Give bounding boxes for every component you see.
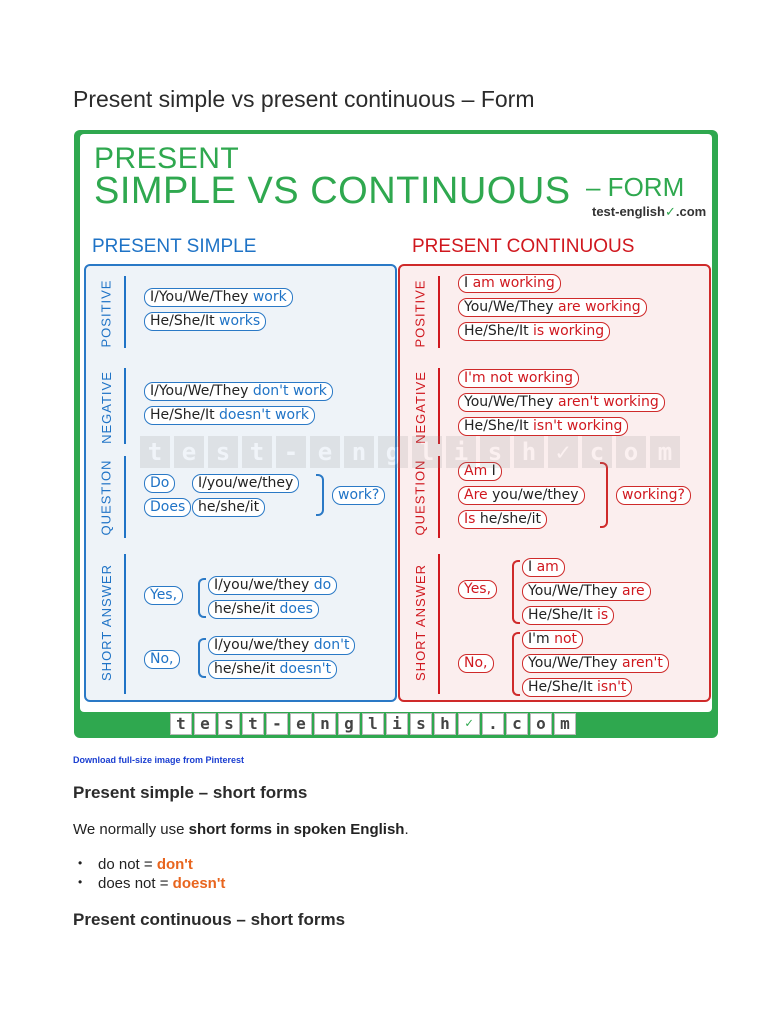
simple-positive-row: [144, 312, 266, 331]
watermark-letter: n: [344, 436, 374, 468]
simple-question-verb: work?: [332, 486, 385, 505]
subject: he/she/it: [479, 511, 541, 527]
footer-letter: -: [266, 713, 288, 735]
present-simple-panel: [84, 264, 397, 702]
aux: Is: [464, 511, 476, 527]
aux: You/We/They: [528, 583, 618, 599]
continuous-positive-label-text: POSITIVE: [412, 279, 428, 347]
simple-question-subject: I/you/we/they: [192, 474, 299, 493]
simple-positive-label: [86, 268, 126, 358]
list-item: [98, 875, 225, 894]
verb: am: [536, 559, 559, 575]
present-simple-title: PRESENT SIMPLE: [92, 236, 257, 257]
subject: he/she/it: [214, 661, 276, 677]
subject: He/She/It: [464, 418, 529, 434]
footer-letter: e: [290, 713, 312, 735]
footer-letter: l: [362, 713, 384, 735]
verb: isn't working: [533, 418, 623, 434]
verb: don't: [313, 637, 350, 653]
watermark-letter: t: [242, 436, 272, 468]
subject: I: [491, 463, 496, 479]
watermark-letter: g: [378, 436, 408, 468]
subject: He/She/It: [464, 323, 529, 339]
infographic-header-form: – FORM: [586, 172, 685, 202]
aux: You/We/They: [528, 655, 618, 671]
footer-letter: s: [218, 713, 240, 735]
verb: doesn't work: [219, 407, 309, 423]
para-bold-text: short forms in spoken English: [188, 821, 405, 838]
continuous-no-row: [522, 678, 632, 697]
footer-letter: o: [530, 713, 552, 735]
verb: doesn't: [279, 661, 332, 677]
aux: He/She/It: [528, 679, 593, 695]
footer-letter: t: [170, 713, 192, 735]
footer-letter: .: [482, 713, 504, 735]
continuous-short-answer-bar: [438, 554, 440, 694]
simple-question-aux: Do: [144, 474, 175, 493]
infographic-header-present: PRESENT: [94, 142, 240, 175]
section-paragraph: [73, 821, 409, 838]
watermark: [140, 436, 700, 470]
check-icon: ✓: [458, 713, 480, 735]
watermark-letter: e: [174, 436, 204, 468]
watermark-letter: o: [616, 436, 646, 468]
aux: I'm: [528, 631, 550, 647]
simple-no-row: [208, 660, 337, 679]
continuous-negative-row: [458, 393, 665, 412]
verb: don't work: [252, 383, 327, 399]
infographic-image: [74, 130, 718, 738]
continuous-positive-bar: [438, 276, 440, 348]
short-form: doesn't: [172, 875, 226, 892]
footer-letter: h: [434, 713, 456, 735]
continuous-no-row: [522, 654, 669, 673]
brand-suffix: .com: [675, 204, 707, 219]
continuous-no-row: [522, 630, 583, 649]
infographic-brand: [592, 204, 706, 220]
continuous-yes-row: [522, 606, 614, 625]
subject: I'm: [464, 370, 486, 386]
present-continuous-title: PRESENT CONTINUOUS: [412, 236, 635, 257]
section-heading-simple-short-forms: Present simple – short forms: [73, 783, 308, 802]
subject: You/We/They: [464, 299, 554, 315]
continuous-question-aux: [458, 510, 547, 529]
simple-yes-brace: [198, 578, 206, 618]
simple-no-brace: [198, 638, 206, 678]
continuous-yes-row: [522, 582, 651, 601]
subject: I/You/We/They: [150, 383, 249, 399]
subject: you/we/they: [492, 487, 579, 503]
continuous-positive-row: [458, 274, 561, 293]
simple-question-bar: [124, 456, 126, 538]
watermark-letter: -: [276, 436, 306, 468]
subject: he/she/it: [214, 601, 276, 617]
aux: He/She/It: [528, 607, 593, 623]
brand-name: test-english: [592, 204, 665, 219]
continuous-yes: Yes,: [458, 580, 497, 599]
simple-no-row: [208, 636, 355, 655]
watermark-letter: c: [582, 436, 612, 468]
continuous-negative-label-text: NEGATIVE: [412, 370, 428, 444]
aux: I: [528, 559, 533, 575]
continuous-negative-row: [458, 369, 579, 388]
watermark-letter: ✓: [548, 436, 578, 468]
subject: He/She/It: [150, 313, 215, 329]
check-icon: ✓: [664, 204, 676, 219]
infographic-header-main: SIMPLE VS CONTINUOUS: [94, 170, 571, 212]
simple-positive-row: [144, 288, 293, 307]
section-heading-continuous-short-forms: Present continuous – short forms: [73, 910, 346, 929]
verb: does: [279, 601, 313, 617]
continuous-question-label-text: QUESTION: [412, 459, 428, 535]
subject: I/You/We/They: [150, 289, 249, 305]
verb: isn't: [597, 679, 627, 695]
simple-question-label: [86, 452, 126, 542]
infographic-footer-brand: [170, 713, 620, 735]
continuous-positive-row: [458, 322, 610, 341]
continuous-no-brace: [512, 632, 520, 696]
continuous-positive-label: [400, 268, 440, 358]
watermark-letter: t: [140, 436, 170, 468]
simple-negative-row: [144, 382, 333, 401]
footer-letter: i: [386, 713, 408, 735]
subject: I: [464, 275, 469, 291]
verb: not: [554, 631, 578, 647]
verb: are working: [557, 299, 641, 315]
continuous-negative-row: [458, 417, 628, 436]
simple-negative-label-text: NEGATIVE: [98, 370, 114, 444]
simple-negative-label: [86, 362, 126, 452]
verb: not working: [490, 370, 573, 386]
simple-positive-bar: [124, 276, 126, 348]
simple-yes: Yes,: [144, 586, 183, 605]
footer-letter: n: [314, 713, 336, 735]
footer-letter: c: [506, 713, 528, 735]
watermark-letter: s: [480, 436, 510, 468]
para-punctuation: .: [404, 821, 409, 838]
verb: do: [313, 577, 332, 593]
simple-short-answer-bar: [124, 554, 126, 694]
continuous-question-verb: working?: [616, 486, 691, 505]
simple-question-label-text: QUESTION: [98, 459, 114, 535]
simple-question-aux: Does: [144, 498, 191, 517]
verb: work: [252, 289, 287, 305]
watermark-letter: m: [650, 436, 680, 468]
full-form: do not =: [98, 856, 157, 873]
short-form: don't: [156, 856, 193, 873]
continuous-question-aux: [458, 486, 585, 505]
continuous-negative-bar: [438, 368, 440, 444]
page-title: Present simple vs present continuous – Form: [73, 86, 535, 112]
watermark-letter: e: [310, 436, 340, 468]
continuous-yes-row: [522, 558, 565, 577]
present-continuous-panel: [398, 264, 711, 702]
subject: I/you/we/they: [214, 577, 310, 593]
simple-negative-bar: [124, 368, 126, 444]
watermark-letter: i: [446, 436, 476, 468]
subject: He/She/It: [150, 407, 215, 423]
verb: is working: [533, 323, 605, 339]
infographic-inner: [80, 134, 712, 712]
aux: Are: [464, 487, 488, 503]
footer-letter: g: [338, 713, 360, 735]
footer-letter: m: [554, 713, 576, 735]
watermark-letter: h: [514, 436, 544, 468]
continuous-short-answer-label-text: SHORT ANSWER: [412, 563, 428, 681]
continuous-question-brace: [600, 462, 608, 528]
continuous-short-answer-label: [400, 562, 440, 682]
download-pinterest-link[interactable]: Download full-size image from Pinterest: [73, 755, 245, 765]
simple-question-subject: he/she/it: [192, 498, 265, 517]
simple-no: No,: [144, 650, 180, 669]
footer-letter: t: [242, 713, 264, 735]
footer-letter: e: [194, 713, 216, 735]
verb: are: [621, 583, 645, 599]
continuous-yes-brace: [512, 560, 520, 624]
continuous-no: No,: [458, 654, 494, 673]
short-forms-list: [98, 856, 225, 894]
full-form: does not =: [98, 875, 173, 892]
simple-negative-row: [144, 406, 315, 425]
watermark-letter: l: [412, 436, 442, 468]
continuous-positive-row: [458, 298, 647, 317]
simple-short-answer-label: [86, 562, 126, 682]
simple-yes-row: [208, 576, 337, 595]
verb: works: [219, 313, 261, 329]
verb: is: [597, 607, 609, 623]
watermark-letter: s: [208, 436, 238, 468]
simple-question-brace: [316, 474, 324, 516]
simple-short-answer-label-text: SHORT ANSWER: [98, 563, 114, 681]
verb: am working: [472, 275, 555, 291]
simple-positive-label-text: POSITIVE: [98, 279, 114, 347]
subject: I/you/we/they: [214, 637, 310, 653]
para-text: We normally use: [73, 821, 189, 838]
subject: You/We/They: [464, 394, 554, 410]
footer-letter: s: [410, 713, 432, 735]
aux: Am: [464, 463, 488, 479]
verb: aren't: [621, 655, 663, 671]
simple-yes-row: [208, 600, 319, 619]
list-item: [98, 856, 225, 875]
verb: aren't working: [557, 394, 659, 410]
